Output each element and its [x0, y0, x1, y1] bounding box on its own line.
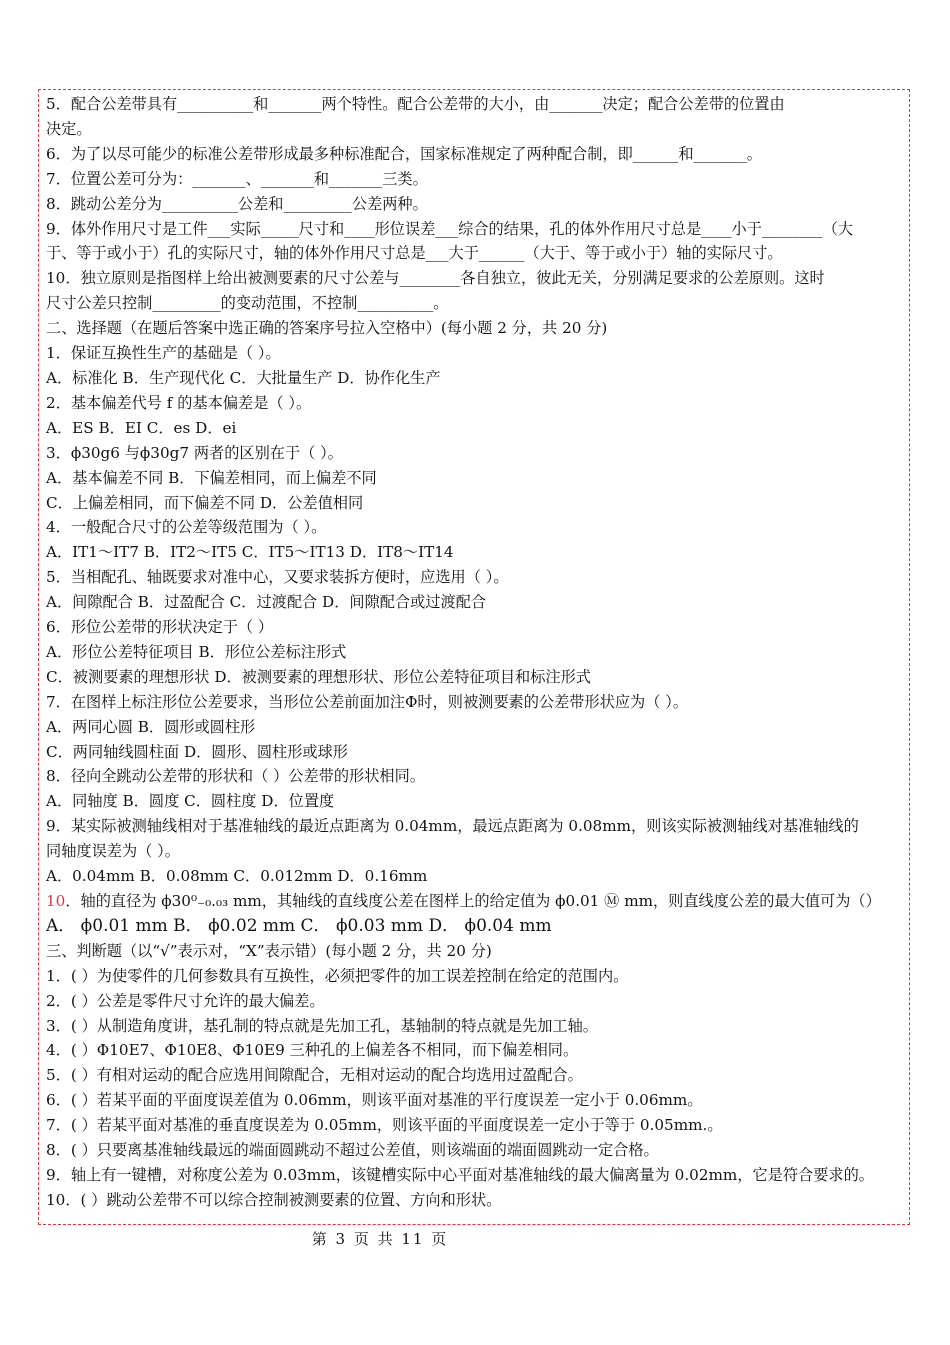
question: 9．某实际被测轴线相对于基准轴线的最近点距离为 0.04mm，最远点距离为 0.08mm，则该实际被测轴线对基准轴线的 — [46, 817, 859, 836]
options: C．上偏差相同，而下偏差不同 D．公差值相同 — [46, 493, 364, 512]
judgement-item: 8．( ）只要离基准轴线最远的端面圆跳动不超过公差值，则该端面的端面圆跳动一定合格。 — [46, 1141, 659, 1160]
options: A．两同心圆 B．圆形或圆柱形 — [46, 717, 256, 736]
judgement-item: 3．( ）从制造角度讲，基孔制的特点就是先加工孔，基轴制的特点就是先加工轴。 — [46, 1016, 598, 1035]
options: A．间隙配合 B．过盈配合 C．过渡配合 D．间隙配合或过渡配合 — [46, 593, 487, 612]
question: 4．一般配合尺寸的公差等级范围为（ ）。 — [46, 518, 327, 537]
text-line: 8．跳动公差分为__________公差和_________公差两种。 — [46, 194, 428, 213]
options: A．基本偏差不同 B．下偏差相同，而上偏差不同 — [46, 468, 377, 487]
options: A．同轴度 B．圆度 C．圆柱度 D．位置度 — [46, 792, 335, 811]
judgement-item: 2．( ）公差是零件尺寸允许的最大偏差。 — [46, 991, 325, 1010]
text-line: 尺寸公差只控制_________的变动范围，不控制__________。 — [46, 294, 449, 313]
page-footer: 第 3 页 共 11 页 — [311, 1230, 449, 1248]
question-highlighted: 10．轴的直径为 ϕ30⁰₋₀.₀₃ mm，其轴线的直线度公差在图样上的给定值为 ϕ0.01 Ⓜ mm，则直线度公差的最大值可为（） — [46, 892, 881, 910]
text-line: 于、等于或小于）孔的实际尺寸，轴的体外作用尺寸总是___大于______（大于、等于或小于）轴的实际尺寸。 — [46, 244, 783, 263]
judgement-item: 1．( ）为使零件的几何参数具有互换性，必须把零件的加工误差控制在给定的范围内。 — [46, 966, 629, 985]
question: 8．径向全跳动公差带的形状和（ ）公差带的形状相同。 — [46, 767, 425, 786]
options: A．形位公差特征项目 B．形位公差标注形式 — [46, 642, 347, 661]
options: A．ES B．EI C．es D．ei — [46, 418, 237, 437]
judgement-item: 4．( ）Φ10E7、Φ10E8、Φ10E9 三种孔的上偏差各不相同，而下偏差相同。 — [46, 1041, 579, 1060]
text-line: 7．位置公差可分为：_______、_______和_______三类。 — [46, 169, 428, 188]
section-heading: 三、判断题（以“√”表示对，“X”表示错）(每小题 2 分，共 20 分) — [46, 941, 492, 960]
text-line: 决定。 — [46, 119, 92, 138]
options: A．标准化 B．生产现代化 C．大批量生产 D．协作化生产 — [46, 368, 441, 387]
text-line: 9．体外作用尺寸是工件___实际_____尺寸和____形位误差___综合的结果，孔的体外作用尺寸总是____小于________（大 — [46, 219, 854, 238]
question: 6．形位公差带的形状决定于（ ） — [46, 618, 274, 637]
judgement-item: 5．( ）有相对运动的配合应选用间隙配合，无相对运动的配合均选用过盈配合。 — [46, 1066, 583, 1085]
document-body — [46, 92, 908, 1213]
judgement-item: 6．( ）若某平面的平面度误差值为 0.06mm，则该平面对基准的平行度误差一定小于 0.06mm。 — [46, 1091, 703, 1110]
judgement-item: 7．( ）若某平面对基准的垂直度误差为 0.05mm，则该平面的平面度误差一定小于等于 0.05mm.。 — [46, 1116, 723, 1135]
options: A． ϕ0.01 mm B． ϕ0.02 mm C． ϕ0.03 mm D． ϕ0.04 mm — [46, 915, 552, 936]
question: 5．当相配孔、轴既要求对准中心，又要求装拆方便时，应选用（ ）。 — [46, 568, 509, 587]
question-number: 10 — [46, 892, 66, 910]
question: 3．ϕ30g6 与ϕ30g7 两者的区别在于（ ）。 — [46, 443, 343, 462]
options: A．IT1～IT7 B．IT2～IT5 C．IT5～IT13 D．IT8～IT14 — [46, 543, 454, 562]
judgement-item: 10．( ）跳动公差带不可以综合控制被测要素的位置、方向和形状。 — [46, 1190, 502, 1209]
judgement-item: 9．轴上有一键槽，对称度公差为 0.03mm，该键槽实际中心平面对基准轴线的最大偏离量为 0.02mm，它是符合要求的。 — [46, 1165, 874, 1184]
section-heading: 二、选择题（在题后答案中选正确的答案序号拉入空格中）(每小题 2 分，共 20 分) — [46, 319, 608, 338]
question: 2．基本偏差代号 f 的基本偏差是（ ）。 — [46, 393, 312, 412]
question: 同轴度误差为（ ）。 — [46, 842, 180, 861]
question: 1．保证互换性生产的基础是（ ）。 — [46, 344, 281, 363]
text-line: 5．配合公差带具有__________和_______两个特性。配合公差带的大小，由_______决定；配合公差带的位置由 — [46, 95, 785, 113]
options: C．两同轴线圆柱面 D．圆形、圆柱形或球形 — [46, 742, 348, 761]
question: 7．在图样上标注形位公差要求，当形位公差前面加注Φ时，则被测要素的公差带形状应为（ ）。 — [46, 692, 689, 711]
text-line: 10．独立原则是指图样上给出被测要素的尺寸公差与________各自独立，彼此无关，分别满足要求的公差原则。这时 — [46, 269, 825, 288]
options: C．被测要素的理想形状 D．被测要素的理想形状、形位公差特征项目和标注形式 — [46, 667, 591, 686]
text-line: 6．为了以尽可能少的标准公差带形成最多种标准配合，国家标准规定了两种配合制，即______和_______。 — [46, 144, 762, 163]
options: A．0.04mm B．0.08mm C．0.012mm D．0.16mm — [46, 867, 428, 886]
